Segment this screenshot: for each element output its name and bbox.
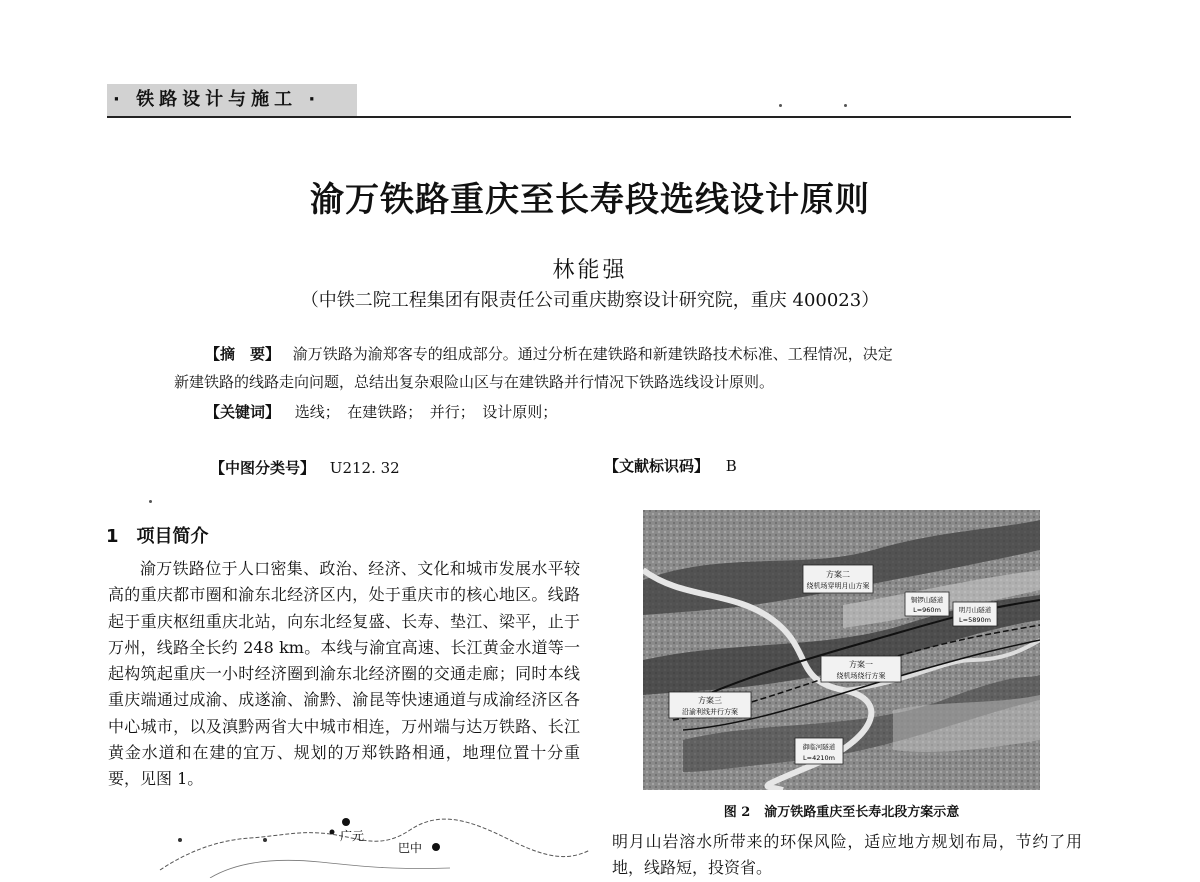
section-title: 项目简介 [136, 526, 209, 547]
abstract-label: 【摘 要】 [205, 345, 281, 363]
header-rule [107, 116, 1071, 118]
map-boundary [210, 860, 450, 878]
label-tunnel-2 [953, 602, 997, 626]
svg-text:沿渝利线并行方案: 沿渝利线并行方案 [682, 708, 738, 716]
doc-code-label: 【文献标识码】 [604, 457, 710, 475]
svg-text:方案一: 方案一 [849, 660, 873, 669]
svg-text:L=4210m: L=4210m [803, 754, 835, 762]
svg-text:御临河隧道: 御临河隧道 [802, 743, 836, 751]
province-border [160, 819, 590, 870]
keywords-label: 【关键词】 [205, 403, 281, 421]
province-map-graphic [150, 810, 590, 878]
keywords-line [205, 401, 557, 423]
figure-2-number: 图 2 [723, 805, 751, 820]
city-dot [178, 838, 182, 842]
figure-2-caption-text: 渝万铁路重庆至长寿北段方案示意 [764, 805, 960, 820]
city-dot [342, 818, 350, 826]
svg-text:方案二: 方案二 [826, 570, 850, 579]
abstract-text-1: 渝万铁路为渝郑客专的组成部分。通过分析在建铁路和新建铁路技术标准、工程情况，决定 [292, 345, 893, 363]
svg-text:绕机场绕行方案: 绕机场绕行方案 [836, 672, 886, 680]
figure-2-image [643, 510, 1040, 790]
section-number: 1 [106, 526, 119, 547]
svg-text:L=5890m: L=5890m [959, 616, 991, 624]
city-dot [263, 838, 267, 842]
scan-speck [149, 500, 152, 503]
clc-label: 【中图分类号】 [210, 459, 316, 477]
clc-line [210, 457, 400, 479]
keywords-text: 选线； 在建铁路； 并行； 设计原则； [294, 403, 558, 421]
label-scheme-3 [669, 692, 751, 718]
city-label-bazhong: 巴中 [398, 841, 423, 855]
section-paragraph: 渝万铁路位于人口密集、政治、经济、文化和城市发展水平较高的重庆都市圈和渝东北经济区内，处于重庆市的核心地区。线路起于重庆枢纽重庆北站，向东北经复盛、长寿、垫江、梁平，止于万州，线路全长约 248 km。本线与渝宜高速、长江黄金水道等一起构筑起重庆一小时经济圈到渝东北经济圈的交通走廊；同时本线重庆端通过成渝、成遂渝、渝黔、渝昆等快速通道与成渝经济区各中心城市，以及滇黔两省大中城市相连，万州端与达万铁路、长江黄金水道和在建的宜万、规划的万郑铁路相通，地理位置十分重要，见图 1。 [108, 559, 580, 789]
label-scheme-2 [803, 565, 873, 593]
label-tunnel-1 [905, 592, 949, 616]
doc-code-value: B [725, 457, 737, 475]
doc-code-line [604, 455, 737, 477]
scan-speck [844, 104, 847, 107]
figure-1-map [150, 810, 590, 878]
clc-value: U212. 32 [329, 459, 400, 477]
svg-text:绕机场穿明月山方案: 绕机场穿明月山方案 [806, 582, 870, 590]
section-heading [106, 522, 209, 548]
scan-speck [779, 104, 782, 107]
svg-text:明月山隧道: 明月山隧道 [958, 606, 992, 614]
section-tag: · 铁路设计与施工 · [107, 84, 357, 116]
svg-text:L=960m: L=960m [913, 606, 941, 614]
city-dot [330, 830, 335, 835]
aerial-map-graphic [643, 510, 1040, 790]
svg-text:方案三: 方案三 [698, 696, 722, 705]
figure-2-caption [643, 801, 1040, 820]
right-column-paragraph: 明月山岩溶水所带来的环保风险，适应地方规划布局，节约了用地，线路短，投资省。 [612, 832, 1082, 878]
author-affiliation: （中铁二院工程集团有限责任公司重庆勘察设计研究院，重庆 400023） [300, 290, 880, 311]
article-title: 渝万铁路重庆至长寿段选线设计原则 [310, 180, 870, 220]
abstract-line-1 [205, 343, 893, 365]
city-dot [432, 843, 440, 851]
svg-text:铜锣山隧道: 铜锣山隧道 [910, 596, 944, 604]
abstract-line-2: 新建铁路的线路走向问题，总结出复杂艰险山区与在建铁路并行情况下铁路选线设计原则。 [174, 373, 775, 391]
label-tunnel-3 [795, 738, 843, 764]
label-scheme-1 [821, 656, 901, 682]
city-label-guangyuan: 广元 [340, 829, 365, 843]
author-name: 林能强 [552, 258, 628, 283]
